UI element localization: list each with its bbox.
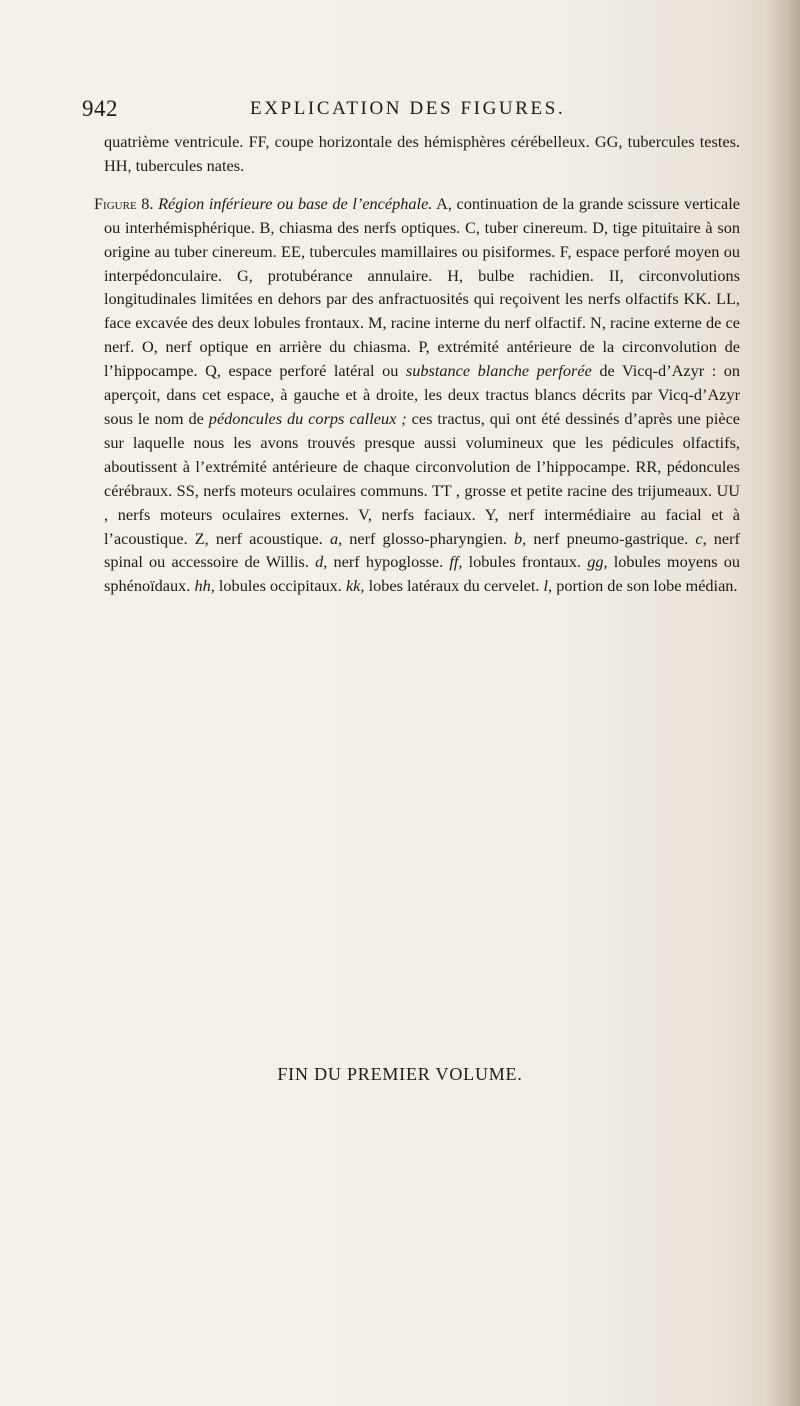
running-title: EXPLICATION DES FIGURES. <box>250 98 566 119</box>
figure-italic-2: pédoncules du corps calleux ; <box>208 408 407 428</box>
figure-italic-1: substance blanche perforée <box>405 361 592 381</box>
figure-text-5: nerf pneumo-gastrique. <box>533 528 689 548</box>
figure-italic-3: a, <box>329 528 343 548</box>
figure-italic-8: gg, <box>587 552 608 572</box>
figure-title: Région inférieure ou base de l’encéphale. <box>158 193 433 213</box>
figure-italic-9: hh, <box>194 576 215 596</box>
figure-text-7: nerf hypoglosse. <box>333 552 444 572</box>
figure-text-3: ces tractus, qui ont été dessinés d’après une pièce sur laquelle nous les avons trouvés presque aussi volumineux que les pédicules olfactifs, aboutissent à l’extrémité antérieure de chaque circonvolution de l’hippocampe. RR, pédoncules cérébraux. SS, nerfs moteurs oculaires communs. TT , grosse et petite racine des trijumeaux. UU , nerfs moteurs oculaires externes. V, nerfs faciaux. Y, nerf intermédiaire au facial et à l’acoustique. Z, nerf acoustique. <box>104 408 741 548</box>
closing-line: FIN DU PREMIER VOLUME. <box>277 1064 523 1084</box>
page-number: 942 <box>82 96 118 121</box>
figure-italic-4: b, <box>514 528 527 548</box>
figure-text-12: portion de son lobe médian. <box>556 576 738 596</box>
page-edge-shadow <box>766 0 800 1406</box>
figure-8-paragraph <box>94 192 741 598</box>
figure-text-9: lobules moyens ou sphénoïdaux. <box>104 552 740 596</box>
figure-text-10: lobules occipitaux. <box>218 576 342 596</box>
figure-text-8: lobules frontaux. <box>468 552 582 572</box>
figure-text-6: nerf spinal ou accessoire de Willis. <box>104 528 740 572</box>
figure-text-11: lobes latéraux du cervelet. <box>368 576 540 596</box>
figure-label: Figure 8. <box>94 193 154 213</box>
figure-italic-6: d, <box>315 552 328 572</box>
continuation-paragraph: quatrième ventricule. FF, coupe horizontale des hémisphères cérébelleux. GG, tubercules testes. HH, tubercules nates. <box>104 132 740 175</box>
figure-text-4: nerf glosso-pharyngien. <box>349 528 507 548</box>
page-header <box>82 96 742 124</box>
figure-italic-10: kk, <box>345 576 365 596</box>
figure-text-1: A, continuation de la grande scissure verticale ou interhémisphérique. B, chiasma des nerfs optiques. C, tuber cinereum. D, tige pituitaire à son origine au tuber cinereum. EE, tubercules mamillaires ou pisiformes. F, espace perforé moyen ou interpédonculaire. G, protubérance annulaire. H, bulbe rachidien. II, circonvolutions longitudinales limitées en dehors par des anfractuosités qui reçoivent les nerfs olfactifs KK. LL, face excavée des deux lobules frontaux. M, racine interne du nerf olfactif. N, racine externe de ce nerf. O, nerf optique en arrière du chiasma. P, extrémité antérieure de la circonvolution de l’hippocampe. Q, espace perforé latéral ou <box>104 193 740 381</box>
figure-italic-5: c, <box>695 528 707 548</box>
figure-italic-7: ff, <box>449 552 463 572</box>
figure-italic-11: l, <box>543 576 553 596</box>
figure-text-2: de Vicq-d’Azyr : on aperçoit, dans cet espace, à gauche et à droite, les deux tractus blancs décrits par Vicq-d’Azyr sous le nom de <box>104 361 741 428</box>
body-text <box>94 130 741 598</box>
